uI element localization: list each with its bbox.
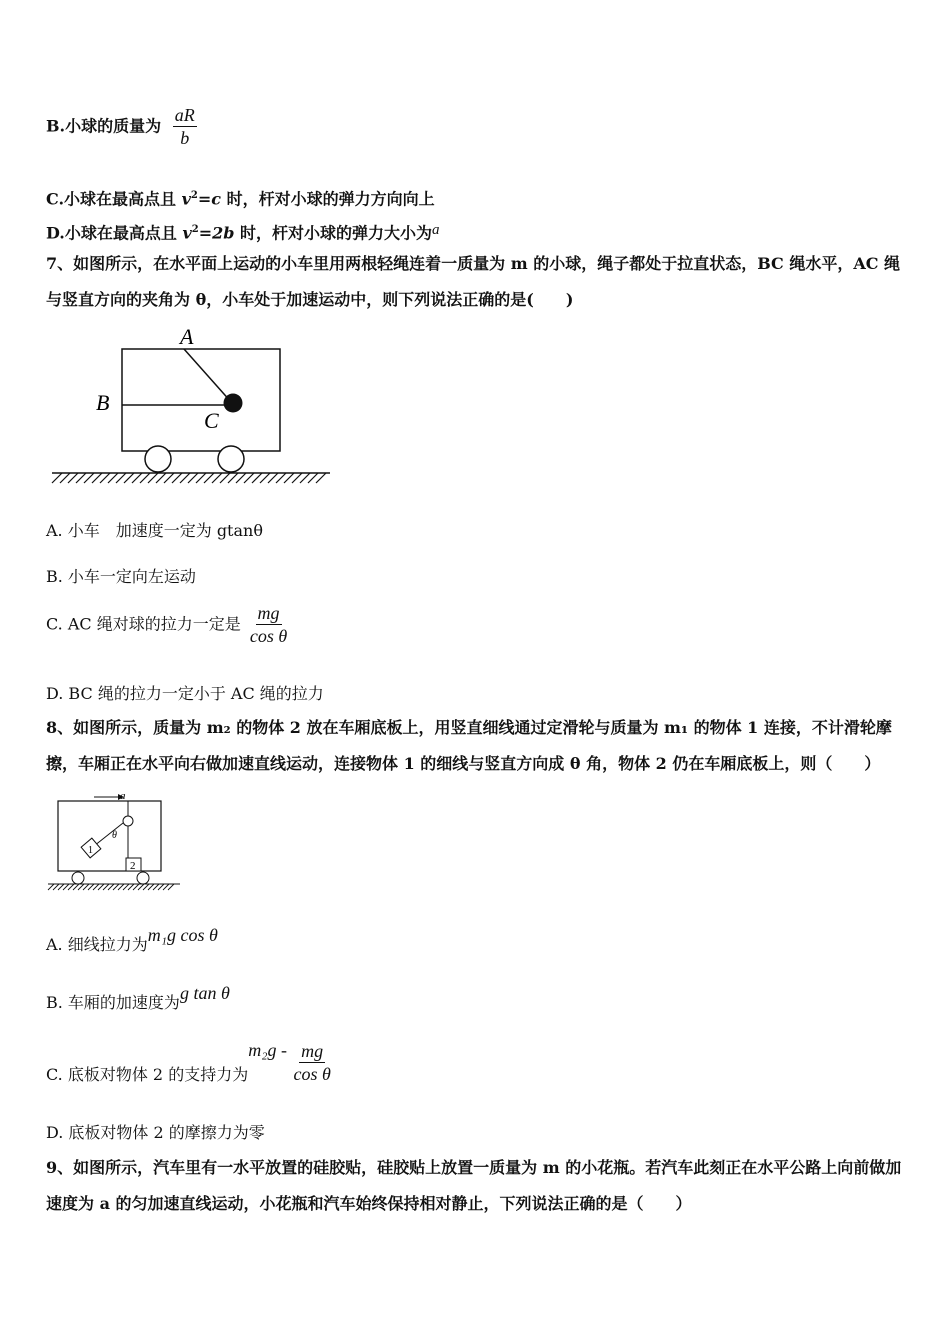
label-c: C — [204, 408, 219, 433]
hatch-line — [236, 473, 246, 483]
q8-option-a-math: m₁g cos θ — [147, 925, 218, 945]
q7-option-c-fraction — [248, 602, 289, 647]
hatch-line — [153, 884, 159, 890]
q8-option-b-text: B. 车厢的加速度为 — [46, 993, 180, 1012]
hatch-line — [204, 473, 214, 483]
q6-option-b-fraction — [173, 104, 197, 149]
q6-option-d-post: 时，杆对小球的弹力大小为 — [234, 223, 433, 243]
q8-option-a — [46, 925, 218, 955]
hatch-line — [108, 884, 114, 890]
q7-option-d: D. BC 绳的拉力一定小于 AC 绳的拉力 — [46, 684, 324, 703]
hatch-line — [158, 884, 164, 890]
q8-option-b-math: g tan θ — [179, 983, 230, 1003]
fraction-numerator: mg — [257, 603, 280, 623]
hatch-line — [168, 884, 174, 890]
hatch-line — [316, 473, 326, 483]
hatch-line — [260, 473, 270, 483]
string-angled — [94, 823, 123, 846]
q6-option-b-text: B.小球的质量为 — [46, 116, 162, 136]
hatch-line — [92, 473, 102, 483]
rope-ac — [184, 349, 232, 403]
ground-hatching — [48, 884, 174, 890]
hatch-line — [163, 884, 169, 890]
hatch-line — [88, 884, 94, 890]
hatch-line — [292, 473, 302, 483]
q6-option-d — [46, 220, 440, 244]
q6-option-c-pre: C.小球在最高点且 — [46, 189, 182, 209]
hatch-line — [196, 473, 206, 483]
q6-option-c — [46, 186, 435, 209]
q7-option-a: A. 小车 加速度一定为 gtanθ — [46, 521, 263, 540]
q8-option-c-text: C. 底板对物体 2 的支持力为 — [46, 1065, 249, 1084]
hatch-line — [53, 884, 59, 890]
hatch-line — [133, 884, 139, 890]
hatch-line — [268, 473, 278, 483]
q7-option-c-text: C. AC 绳对球的拉力一定是 — [46, 614, 241, 634]
hatch-line — [98, 884, 104, 890]
hatch-line — [244, 473, 254, 483]
hatch-line — [148, 884, 154, 890]
hatch-line — [138, 884, 144, 890]
hatch-line — [83, 884, 89, 890]
hatch-line — [252, 473, 262, 483]
hatch-line — [60, 473, 70, 483]
label-a: a — [120, 790, 126, 802]
hatch-line — [156, 473, 166, 483]
q8-option-a-text: A. 细线拉力为 — [46, 935, 148, 954]
hatch-line — [76, 473, 86, 483]
hatch-line — [140, 473, 150, 483]
hatch-line — [308, 473, 318, 483]
q9-stem: 9、如图所示，汽车里有一水平放置的硅胶贴，硅胶贴上放置一质量为 m 的小花瓶。若汽车此刻正在水平公路上向前做加速度为 a 的匀加速直线运动，小花瓶和汽车始终保持相对静止，下列说法正确的是（ ） — [46, 1158, 902, 1213]
q6-option-d-eq: =2b — [198, 223, 235, 243]
hatch-line — [300, 473, 310, 483]
hatch-line — [188, 473, 198, 483]
ground-hatching — [52, 473, 326, 483]
fraction-numerator: aR — [174, 105, 195, 125]
wheel-left — [72, 872, 84, 884]
q8-option-c — [46, 1040, 333, 1085]
q7-cart-figure — [48, 322, 338, 492]
hatch-line — [93, 884, 99, 890]
q6-option-b — [46, 104, 197, 149]
hatch-line — [172, 473, 182, 483]
hatch-line — [212, 473, 222, 483]
q8-option-b — [46, 983, 230, 1013]
q6-option-d-sup: 2 — [191, 224, 199, 235]
q7-stem: 7、如图所示，在水平面上运动的小车里用两根轻绳连着一质量为 m 的小球，绳子都处于拉直状态，BC 绳水平，AC 绳与竖直方向的夹角为 θ，小车处于加速运动中，则下列说法正确的是( ) — [46, 254, 901, 309]
q8-option-d: D. 底板对物体 2 的摩擦力为零 — [46, 1123, 265, 1142]
hatch-line — [52, 473, 62, 483]
hatch-line — [113, 884, 119, 890]
q6-option-d-var: v — [182, 223, 192, 243]
fraction-denominator: cos θ — [249, 626, 288, 646]
hatch-line — [118, 884, 124, 890]
hatch-line — [220, 473, 230, 483]
wheel-right — [137, 872, 149, 884]
q7-option-b: B. 小车一定向左运动 — [46, 567, 196, 586]
hatch-line — [48, 884, 54, 890]
q7-option-c — [46, 602, 289, 647]
hatch-line — [123, 884, 129, 890]
label-1: 1 — [88, 845, 93, 856]
q6-option-d-math: a — [432, 222, 440, 239]
hatch-line — [128, 884, 134, 890]
pulley — [123, 816, 133, 826]
q8-option-c-math: m₂g - — [248, 1040, 292, 1060]
hatch-line — [84, 473, 94, 483]
hatch-line — [100, 473, 110, 483]
q8-option-c-fraction — [291, 1040, 332, 1085]
label-theta: θ — [112, 830, 117, 841]
hatch-line — [284, 473, 294, 483]
q6-option-d-pre: D.小球在最高点且 — [46, 223, 183, 243]
wheel-left — [145, 446, 171, 472]
hatch-line — [68, 473, 78, 483]
hatch-line — [68, 884, 74, 890]
hatch-line — [108, 473, 118, 483]
fraction-denominator: b — [180, 128, 190, 148]
hatch-line — [63, 884, 69, 890]
label-2: 2 — [130, 860, 136, 872]
fraction-numerator: mg — [301, 1041, 324, 1061]
fraction-denominator: cos θ — [293, 1064, 331, 1084]
carriage-body — [58, 801, 161, 871]
hatch-line — [103, 884, 109, 890]
hatch-line — [132, 473, 142, 483]
hatch-line — [116, 473, 126, 483]
hatch-line — [180, 473, 190, 483]
q6-option-c-sup: 2 — [190, 190, 198, 201]
hatch-line — [78, 884, 84, 890]
q6-option-c-post: 时，杆对小球的弹力方向向上 — [221, 189, 435, 209]
label-b: B — [96, 390, 110, 415]
q6-option-c-var: v — [181, 189, 191, 209]
label-a: A — [180, 324, 194, 349]
hatch-line — [148, 473, 158, 483]
hatch-line — [58, 884, 64, 890]
q8-stem: 8、如图所示，质量为 m₂ 的物体 2 放在车厢底板上，用竖直细线通过定滑轮与质量为 m₁ 的物体 1 连接，不计滑轮摩擦，车厢正在水平向右做加速直线运动，连接物体 1 的细线与竖直方向成 θ 角，物体 2 仍在车厢底板上，则（ ） — [46, 718, 892, 773]
ball — [224, 394, 243, 413]
hatch-line — [143, 884, 149, 890]
hatch-line — [276, 473, 286, 483]
wheel-right — [218, 446, 244, 472]
hatch-line — [73, 884, 79, 890]
hatch-line — [124, 473, 134, 483]
hatch-line — [164, 473, 174, 483]
q8-carriage-figure — [46, 786, 186, 896]
cart-body — [122, 349, 280, 451]
q6-option-c-eq: =c — [197, 189, 222, 209]
hatch-line — [228, 473, 238, 483]
